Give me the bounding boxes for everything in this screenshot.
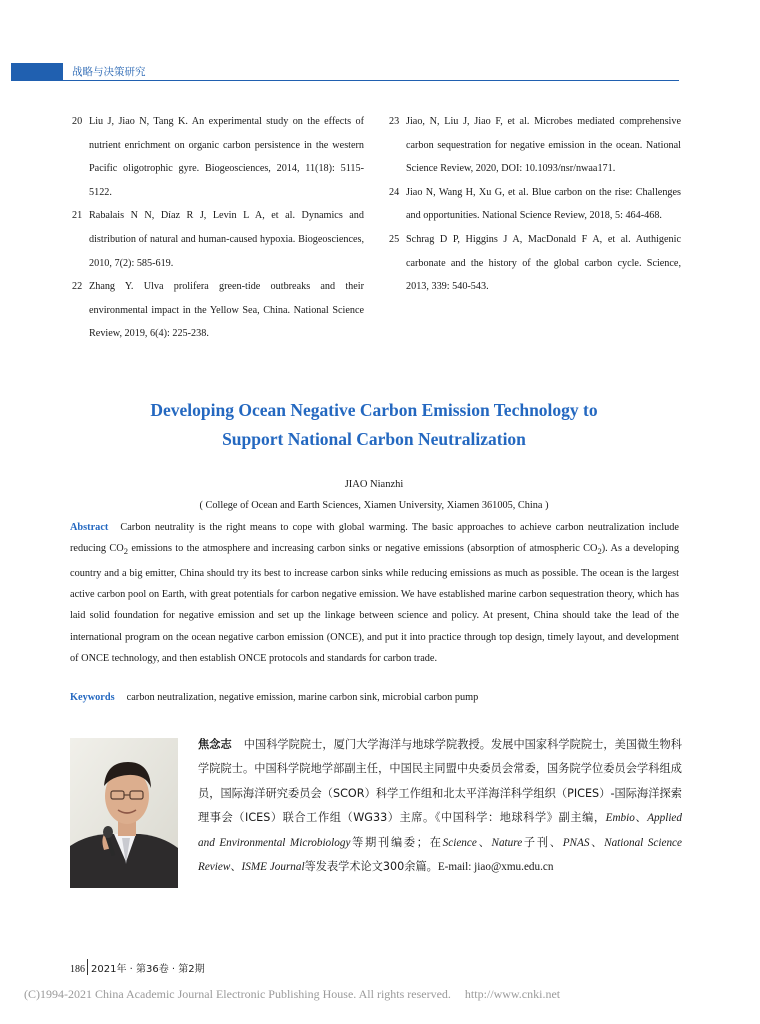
bio-text-2: 等期刊编委；在 [350, 835, 443, 849]
bio-journal-isme: ISME Journal [241, 861, 305, 874]
reference-text: Zhang Y. Ulva prolifera green-tide outbreaks and their environmental impact in the Yellow Sea, China. National Science Review, 2019, 6(4): 225-238. [89, 281, 364, 340]
reference-text: Schrag D P, Higgins J A, MacDonald F A, et al. Authigenic carbonate and the history of the global carbon cycle. Science, 2013, 339: 540-543. [406, 233, 681, 293]
reference-number: 20 [72, 116, 83, 127]
abstract-text-3: ). As a developing country and a big emitter, China should try its best to increase carbon sinks while reducing emissions as much as possible. The ocean is the largest active carbon pool on Earth, with great potentials for carbon negative emission. We have established marine carbon sequestration theory, which has laid solid foundation for negative emission and set up the linkage between science and policy. At present, China should take the lead of the international program on the ocean negative carbon emission (ONCE), and put it into practice through top design, timely layout, and development of ONCE technology, and then establish ONCE protocols and standards for carbon trade. [70, 543, 679, 664]
author-portrait-image [70, 738, 178, 888]
copyright-notice [24, 987, 560, 1002]
page-footer [70, 959, 205, 975]
article-title [70, 396, 678, 453]
keywords-label: Keywords [70, 692, 115, 703]
author-photo [70, 738, 178, 888]
reference-number: 22 [72, 281, 83, 293]
references-left-column [72, 110, 364, 346]
reference-text: Rabalais N N, Díaz R J, Levin L A, et al. Dynamics and distribution of natural and human-caused hypoxia. Biogeosciences, 2010, 7(2): 585-619. [89, 210, 364, 269]
reference-number: 24 [389, 186, 400, 198]
reference-item [72, 204, 364, 275]
bio-text-1: 中国科学院院士，厦门大学海洋与地球学院教授。发展中国家科学院院士，美国微生物科学院院士。中国科学院地学部副主任，中国民主同盟中央委员会常委，国务院学位委员会学科组成员，国际海洋研究委员会（SCOR）科学工作组和北太平洋海洋科学组织（PICES）-国际海洋探索理事会（ICES）联合工作组（WG33）主席。《中国科学：地球科学》副主编， [198, 738, 682, 825]
bio-name: 焦念志 [198, 738, 232, 751]
abstract [70, 517, 679, 669]
bio-journal-nsr: National Science Review [198, 836, 682, 874]
bio-text-3: 子刊、 [522, 835, 563, 849]
reference-number: 25 [389, 233, 400, 245]
bio-email: E-mail: jiao@xmu.edu.cn [437, 861, 554, 874]
author-affiliation: ( College of Ocean and Earth Sciences, Xiamen University, Xiamen 361005, China ) [199, 500, 549, 511]
abstract-text-2: emissions to the atmosphere and increasing carbon sinks or negative emissions (absorption of atmospheric CO [127, 543, 598, 555]
references-right-column [389, 110, 681, 299]
author-name: JIAO Nianzhi [344, 479, 404, 490]
reference-item [389, 181, 681, 228]
issue-info: 2021年 · 第36卷 · 第2期 [91, 964, 205, 975]
reference-item [389, 110, 681, 181]
reference-text: Liu J, Jiao N, Tang K. An experimental study on the effects of nutrient enrichment on organic carbon persistence in the western Pacific oligotrophic gyre. Biogeosciences, 2014, 11(18): 5115-5122. [89, 116, 364, 198]
bio-journal-science: Science [442, 836, 477, 849]
abstract-label: Abstract [70, 522, 109, 533]
reference-number: 21 [72, 210, 83, 222]
bio-journal-aem: Applied and Environmental Microbiology [198, 812, 682, 849]
abstract-subscript-2: 2 [597, 546, 602, 557]
bio-separator: 、 [476, 835, 492, 849]
abstract-subscript-1: 2 [123, 546, 128, 557]
reference-item [72, 275, 364, 346]
header-color-block [11, 63, 63, 81]
reference-item [389, 228, 681, 299]
header-rule [11, 80, 679, 81]
reference-text: Jiao, N, Liu J, Jiao F, et al. Microbes mediated comprehensive carbon sequestration for negative emission in the ocean. National Science Review, 2020, DOI: 10.1093/nsr/nwaa171. [406, 116, 681, 175]
cnki-url: http://www.cnki.net [464, 987, 561, 1001]
abstract-text-1: Carbon neutrality is the right means to cope with global warming. The basic approaches to achieve carbon neutralization include reducing CO [70, 522, 679, 555]
bio-separator: 、 [634, 811, 648, 825]
article-title-line-1: Developing Ocean Negative Carbon Emission Technology to [150, 400, 598, 420]
bio-separator: 、 [589, 835, 605, 849]
bio-journal-embio: Embio [605, 812, 635, 825]
bio-journal-pnas: PNAS [562, 836, 590, 849]
page-number: 186 [70, 964, 85, 975]
bio-journal-nature: Nature [491, 836, 523, 849]
reference-item [72, 110, 364, 204]
author-biography [198, 733, 682, 879]
article-title-line-2: Support National Carbon Neutralization [222, 428, 526, 449]
bio-separator: 、 [230, 860, 242, 874]
reference-number: 23 [389, 116, 400, 127]
keywords [70, 688, 679, 708]
section-title: 战略与决策研究 [72, 66, 146, 78]
reference-text: Jiao N, Wang H, Xu G, et al. Blue carbon on the rise: Challenges and opportunities. National Science Review, 2018, 5: 464-468. [406, 186, 681, 222]
copyright-text: (C)1994-2021 China Academic Journal Electronic Publishing House. All rights reserved. [24, 987, 451, 1001]
keywords-text: carbon neutralization, negative emission, marine carbon sink, microbial carbon pump [126, 692, 479, 703]
footer-divider [87, 959, 88, 975]
bio-text-4: 等发表学术论文300余篇。 [304, 860, 438, 874]
